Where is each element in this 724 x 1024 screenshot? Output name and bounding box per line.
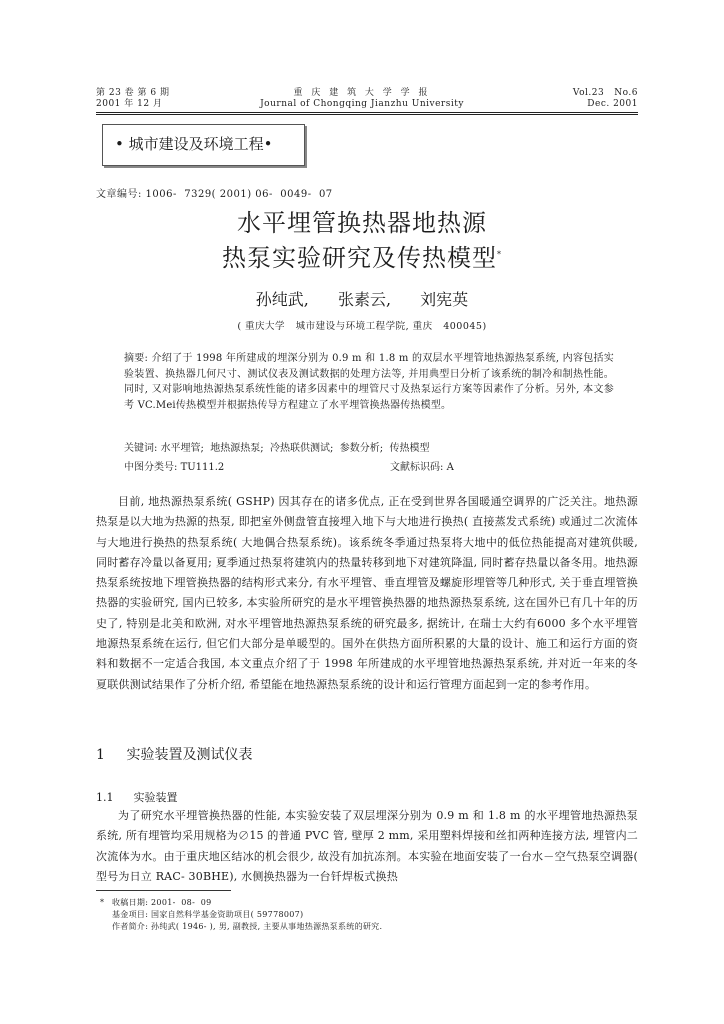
- clc-label: 中图分类号:: [124, 462, 178, 473]
- keywords-label: 关键词:: [124, 443, 158, 454]
- header-date-en: Dec. 2001: [587, 99, 638, 109]
- footnote-mark: *: [100, 898, 105, 907]
- title-line-2: 热泵实验研究及传热模型*: [222, 244, 502, 272]
- section-1-1-title: 实验装置: [133, 791, 178, 804]
- abstract-text: 介绍了于 1998 年所建成的埋深分别为 0.9 m 和 1.8 m 的双层水平埋管地热源热泵系统, 内容包括实验装置、换热器几何尺寸、测试仪表及测试数据的处理方法等, 并用典型日分析了该系统的制冷和制热性能。同时, 又对影响地热源热泵系统性能的诸多因素中的埋管尺寸及热泵运行方案等因素作了分析。另外, 本文参考 VC.Mei传热模型并根据热传导方程建立了水平埋管换热器传热模型。: [124, 353, 614, 411]
- header-volume-en: Vol.23 No.6: [572, 88, 638, 98]
- doc-code-value: A: [446, 462, 454, 473]
- section-1-1-number: 1.1: [96, 791, 114, 804]
- title-line-1: 水平埋管换热器地热源: [237, 209, 487, 237]
- doc-code-label: 文献标识码:: [390, 462, 444, 473]
- footnote-author-bio: 作者简介: 孙纯武( 1946- ), 男, 副教授, 主要从事地热源热泵系统的研究.: [112, 922, 383, 931]
- section-1-number: 1: [96, 747, 105, 763]
- header-rule: [96, 112, 638, 113]
- section-1-heading: [96, 746, 252, 764]
- header-journal-en: Journal of Chongqing Jianzhu University: [260, 99, 464, 109]
- article-number: 文章编号: 1006- 7329( 2001) 06- 0049- 07: [96, 189, 333, 200]
- title-footnote-mark: *: [497, 250, 502, 259]
- header-date-cn: 2001 年 12 月: [96, 99, 163, 109]
- section-label-box: [102, 124, 305, 166]
- header-volume-cn: 第 23 卷 第 6 期: [96, 88, 170, 98]
- header-journal-cn: 重 庆 建 筑 大 学 学 报: [293, 88, 431, 98]
- keywords-text: 水平埋管; 地热源热泵; 冷热联供测试; 参数分析; 传热模型: [160, 443, 430, 454]
- clc-value: TU111.2: [180, 462, 225, 473]
- section-1-1-paragraph: 为了研究水平埋管换热器的性能, 本实验安装了双层埋深分别为 0.9 m 和 1.8 m 的水平埋管地热源热泵系统, 所有埋管均采用规格为∅15 的普通 PVC 管, 壁厚 2 mm, 采用塑料焊接和丝扣两种连接方法, 埋管内二次流体为水。由于重庆地区结冰的机会很少, 故没有加抗冻剂。本实验在地面安装了一台水－空气热泵空调器( 型号为日立 RAC- 30BHE), 水侧换热器为一台钎焊板式换热: [96, 809, 638, 883]
- authors: [0, 290, 724, 310]
- footnote-rule: [96, 890, 231, 891]
- author-1: 孙纯武,: [255, 290, 309, 309]
- abstract-label: 摘要:: [124, 353, 149, 364]
- author-2: 张素云,: [337, 290, 392, 309]
- intro-paragraph: 目前, 地热源热泵系统( GSHP) 因其存在的诸多优点, 正在受到世界各国暖通空调界的广泛关注。地热源热泵是以大地为热源的热泵, 即把室外侧盘管直接埋入地下与大地进行换热( 直接蒸发式系统) 或通过二次流体与大地进行换热的热泵系统( 大地偶合热泵系统)。该系统冬季通过热泵将大地中的低位热能提高对建筑供暖, 同时蓄存冷量以备夏用; 夏季通过热泵将建筑内的热量转移到地下对建筑降温, 同时蓄存热量以备冬用。地热源热泵系统按地下埋管换热器的结构形式来分, 有水平埋管、垂直埋管及螺旋形埋管等几种形式, 关于垂直埋管换热器的实验研究, 国内已较多, 本实验所研究的是水平埋管换热器的地热源热泵系统, 这在国外已有几十年的历史了, 特别是北美和欧洲, 对水平埋管地热源热泵系统的研究最多, 据统计, 在瑞士大约有6000 多个水平埋管地源热泵系统在运行, 但它们大部分是单暖型的。国外在供热方面所积累的大量的设计、施工和运行方面的资料和数据不一定适合我国, 本文重点介绍了于 1998 年所建成的水平埋管地热源热泵系统, 并对近一年来的冬夏联供测试结果作了分析介绍, 希望能在地热源热泵系统的设计和运行管理方面起到一定的参考作用。: [96, 495, 638, 691]
- doc-code: [390, 461, 590, 475]
- author-3: 刘宪英: [420, 290, 469, 309]
- footnote-received: 收稿日期: 2001- 08- 09: [112, 898, 212, 907]
- section-label: • 城市建设及环境工程•: [115, 135, 273, 153]
- header-rule-2: [96, 114, 638, 115]
- affiliation: ( 重庆大学 城市建设与环境工程学院, 重庆 400045): [237, 321, 487, 332]
- keywords: [124, 442, 614, 456]
- section-1-1-heading: [96, 789, 178, 805]
- abstract: [124, 351, 614, 413]
- section-1-title: 实验装置及测试仪表: [126, 747, 253, 763]
- footnote-fund: 基金项目: 国家自然科学基金资助项目( 59778007): [112, 910, 304, 919]
